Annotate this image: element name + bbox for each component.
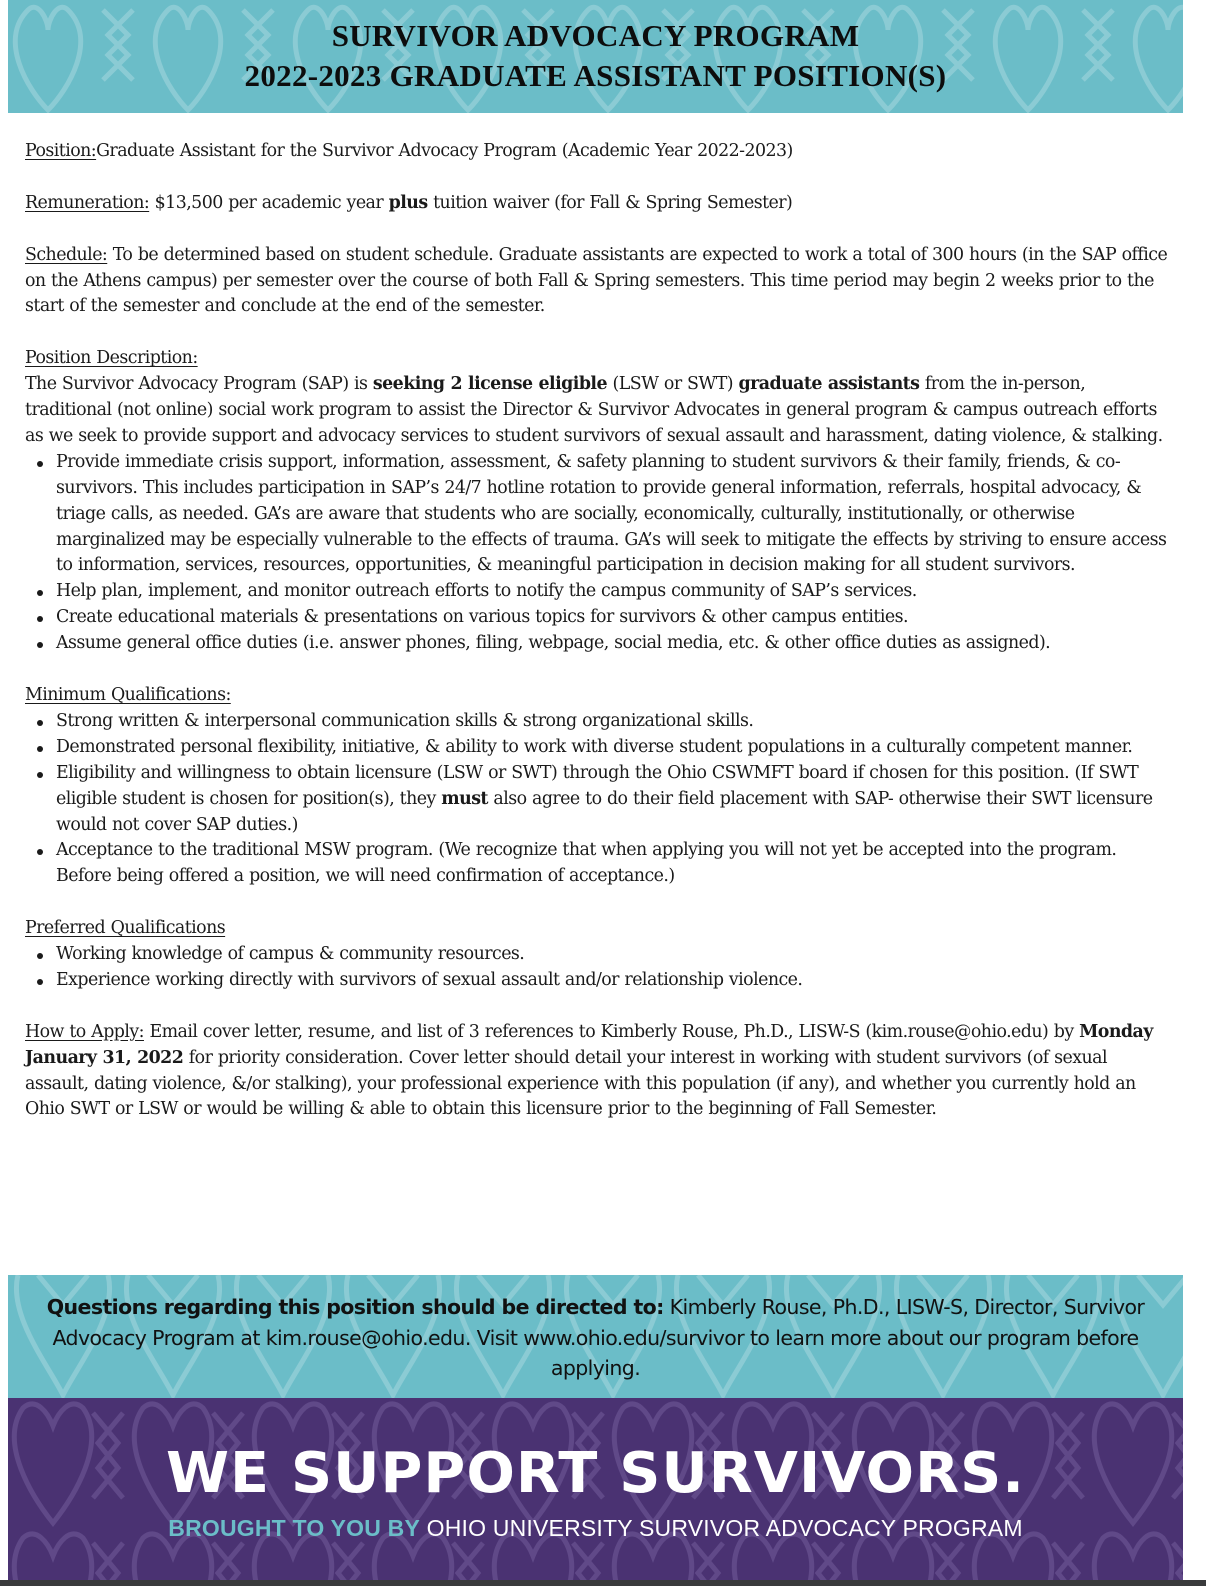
header-banner <box>8 0 1183 113</box>
how-to-apply-label: How to Apply: <box>25 1021 144 1042</box>
list-item: Help plan, implement, and monitor outreach efforts to notify the campus community of SAP’s services. <box>56 579 1175 605</box>
viewer-bottom-bar <box>0 1580 1206 1586</box>
title-line-2: 2022-2023 GRADUATE ASSISTANT POSITION(S) <box>244 58 947 93</box>
contact-banner <box>8 1275 1183 1398</box>
footer-headline: WE SUPPORT SURVIVORS. <box>166 1441 1025 1506</box>
position-text: Graduate Assistant for the Survivor Advocacy Program (Academic Year 2022-2023) <box>96 141 793 161</box>
tagline-accent: BROUGHT TO YOU BY <box>168 1515 421 1541</box>
intro-text-mid: (LSW or SWT) <box>607 374 739 395</box>
contact-details: Kimberly Rouse, Ph.D., LISW-S, Director, Survivor Advocacy Program at kim.rouse@ohio.edu. Visit www.ohio.edu/survivor to learn more about our program before applying. <box>52 1295 1145 1380</box>
position-description-intro <box>25 372 1175 450</box>
list-item: Working knowledge of campus & community resources. <box>56 942 1175 968</box>
preferred-qualifications-heading <box>25 916 1175 942</box>
preferred-qualifications-label: Preferred Qualifications <box>25 918 226 939</box>
remuneration-section <box>25 191 1175 217</box>
how-to-apply-section <box>25 1020 1175 1124</box>
list-item-bold: must <box>441 788 488 809</box>
minimum-qualifications-list <box>25 709 1175 890</box>
remuneration-text: $13,500 per academic year <box>149 192 389 213</box>
preferred-qualifications-list <box>25 942 1175 994</box>
list-item: Strong written & interpersonal communication skills & strong organizational skills. <box>56 709 1175 735</box>
remuneration-label: Remuneration: <box>25 192 150 213</box>
document-page <box>8 0 1183 1580</box>
tagline-text: OHIO UNIVERSITY SURVIVOR ADVOCACY PROGRAM <box>420 1515 1023 1541</box>
schedule-label: Schedule: <box>25 244 108 265</box>
remuneration-text-after: tuition waiver (for Fall & Spring Semester) <box>427 192 793 213</box>
intro-bold-2: graduate assistants <box>738 374 920 395</box>
position-description-label: Position Description: <box>25 348 198 369</box>
list-item: Assume general office duties (i.e. answer phones, filing, webpage, social media, etc. & other office duties as assigned). <box>56 631 1175 657</box>
remuneration-bold: plus <box>388 192 428 213</box>
list-item: Create educational materials & presentations on various topics for survivors & other campus entities. <box>56 605 1175 631</box>
duties-list <box>25 450 1175 657</box>
list-item <box>56 761 1175 839</box>
page-title <box>8 16 1183 96</box>
contact-text <box>18 1292 1173 1384</box>
position-label: Position: <box>25 141 97 161</box>
how-to-apply-text: Email cover letter, resume, and list of 3 references to Kimberly Rouse, Ph.D., LISW-S (kim.rouse@ohio.edu) by <box>143 1021 1080 1042</box>
schedule-section <box>25 243 1175 321</box>
footer-tagline <box>8 1514 1183 1542</box>
list-item: Demonstrated personal flexibility, initiative, & ability to work with diverse student populations in a culturally competent manner. <box>56 735 1175 761</box>
title-line-1: SURVIVOR ADVOCACY PROGRAM <box>331 18 860 53</box>
intro-text-after: from the in-person, traditional (not online) social work program to assist the Director & Survivor Advocates in general program & campus outreach efforts as we seek to provide support and advocacy services to student survivors of sexual assault and harassment, dating violence, & stalking. <box>25 374 1163 446</box>
position-description-heading <box>25 346 1175 372</box>
position-section <box>25 139 1175 165</box>
contact-heading: Questions regarding this position should be directed to: <box>46 1295 664 1319</box>
list-item: Provide immediate crisis support, information, assessment, & safety planning to student survivors & their family, friends, & co-survivors. This includes participation in SAP’s 24/7 hotline rotation to provide general information, referrals, hospital advocacy, & triage calls, as needed. GA’s are aware that students who are socially, economically, culturally, institutionally, or otherwise marginalized may be especially vulnerable to the effects of trauma. GA’s will seek to mitigate the effects by striving to ensure access to information, services, resources, opportunities, & meaningful participation in decision making for all student survivors. <box>56 450 1175 580</box>
how-to-apply-text-after: for priority consideration. Cover letter should detail your interest in working with student survivors (of sexual assault, dating violence, &/or stalking), your professional experience with this population (if any), and whether you currently hold an Ohio SWT or LSW or would be willing & able to obtain this licensure prior to the beginning of Fall Semester. <box>25 1047 1136 1120</box>
page-margin <box>1183 0 1206 1580</box>
intro-bold-1: seeking 2 license eligible <box>372 374 608 395</box>
minimum-qualifications-heading <box>25 683 1175 709</box>
list-item: Acceptance to the traditional MSW program. (We recognize that when applying you will not yet be accepted into the program. Before being offered a position, we will need confirmation of acceptance.) <box>56 838 1175 890</box>
intro-text: The Survivor Advocacy Program (SAP) is <box>25 374 373 395</box>
list-item-text: Eligibility and willingness to obtain licensure (LSW or SWT) through the Ohio CSWMFT board if chosen for this position. (If SWT eligible student is chosen for position(s), they <box>56 762 1139 809</box>
list-item: Experience working directly with survivors of sexual assault and/or relationship violence. <box>56 968 1175 994</box>
deadline-date: Monday January 31, 2022 <box>25 1021 1153 1068</box>
footer-banner <box>8 1398 1183 1580</box>
schedule-text: To be determined based on student schedule. Graduate assistants are expected to work a total of 300 hours (in the SAP office on the Athens campus) per semester over the course of both Fall & Spring semesters. This time period may begin 2 weeks prior to the start of the semester and conclude at the end of the semester. <box>25 244 1168 317</box>
list-item-text-after: also agree to do their field placement with SAP- otherwise their SWT licensure would not cover SAP duties.) <box>56 788 1153 835</box>
minimum-qualifications-label: Minimum Qualifications: <box>25 684 231 705</box>
document-body <box>25 139 1175 1123</box>
